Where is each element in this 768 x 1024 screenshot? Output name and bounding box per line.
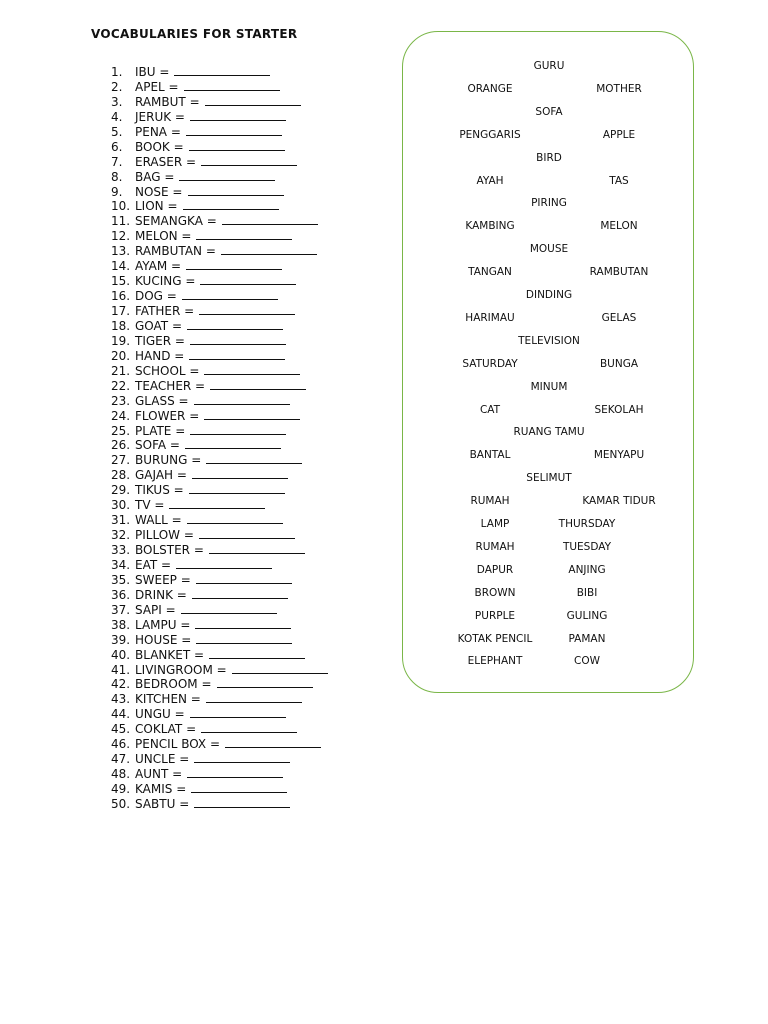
answer-blank[interactable] xyxy=(194,394,290,405)
vocab-number: 33. xyxy=(111,543,131,557)
vocab-item xyxy=(111,95,328,110)
word-bank-word: ANJING xyxy=(568,563,606,576)
answer-blank[interactable] xyxy=(192,468,288,479)
vocab-number: 11. xyxy=(111,214,131,229)
word-bank-word: MINUM xyxy=(530,380,568,393)
vocab-number: 49. xyxy=(111,782,131,796)
vocab-number: 32. xyxy=(111,528,131,543)
answer-blank[interactable] xyxy=(179,170,275,181)
vocab-word: TEACHER = xyxy=(135,378,206,393)
vocab-number: 17. xyxy=(111,304,131,318)
vocab-item xyxy=(111,633,328,648)
vocab-number: 47. xyxy=(111,752,131,767)
vocab-number: 10. xyxy=(111,199,131,214)
word-bank-word: KAMAR TIDUR xyxy=(582,495,656,508)
vocab-word: BLANKET = xyxy=(135,647,205,662)
answer-blank[interactable] xyxy=(184,80,280,91)
vocab-word: SCHOOL = xyxy=(135,363,200,378)
word-bank-word: DAPUR xyxy=(476,563,514,576)
vocab-number: 36. xyxy=(111,587,131,602)
vocab-number: 26. xyxy=(111,438,131,453)
vocab-number: 38. xyxy=(111,617,131,632)
vocab-word: LAMPU = xyxy=(135,617,191,632)
vocab-number: 34. xyxy=(111,557,131,572)
vocab-number: 22. xyxy=(111,378,131,393)
vocab-word: MELON = xyxy=(135,229,192,244)
vocab-number: 6. xyxy=(111,139,123,154)
word-bank-word: RUMAH xyxy=(470,495,510,508)
vocab-number: 1. xyxy=(111,65,123,79)
answer-blank[interactable] xyxy=(195,618,291,629)
answer-blank[interactable] xyxy=(190,424,286,435)
answer-blank[interactable] xyxy=(169,498,265,509)
word-bank-word: SEKOLAH xyxy=(594,403,644,416)
vocab-item xyxy=(111,722,328,737)
vocab-number: 15. xyxy=(111,274,131,289)
vocab-word: PENA = xyxy=(135,124,181,139)
vocab-item xyxy=(111,528,328,543)
answer-blank[interactable] xyxy=(201,155,297,166)
word-bank-word: TELEVISION xyxy=(518,334,580,347)
vocab-item xyxy=(111,438,328,453)
vocab-word: SEMANGKA = xyxy=(135,214,217,229)
word-bank-word: RUANG TAMU xyxy=(513,426,585,439)
word-bank-word: KOTAK PENCIL xyxy=(457,632,533,645)
word-bank-box xyxy=(402,31,694,693)
vocab-word: IBU = xyxy=(135,65,170,79)
answer-blank[interactable] xyxy=(209,648,305,659)
answer-blank[interactable] xyxy=(189,483,285,494)
vocab-word: RAMBUTAN = xyxy=(135,244,216,259)
vocab-word: HOUSE = xyxy=(135,632,192,647)
vocab-item xyxy=(111,110,328,125)
vocab-number: 5. xyxy=(111,124,123,139)
answer-blank[interactable] xyxy=(187,513,283,524)
vocab-word: WALL = xyxy=(135,513,182,528)
vocab-item xyxy=(111,692,328,707)
word-bank-word: AYAH xyxy=(476,174,504,187)
word-bank-word: MENYAPU xyxy=(593,449,645,462)
vocab-item xyxy=(111,199,328,214)
vocab-number: 41. xyxy=(111,662,131,677)
vocab-number: 44. xyxy=(111,707,131,722)
vocab-number: 30. xyxy=(111,498,131,513)
word-bank-word: APPLE xyxy=(602,128,636,141)
vocab-word: JERUK = xyxy=(135,109,185,124)
vocab-word: UNGU = xyxy=(135,707,185,722)
word-bank-word: MOTHER xyxy=(596,82,642,95)
answer-blank[interactable] xyxy=(204,409,300,420)
answer-blank[interactable] xyxy=(221,244,317,255)
vocab-number: 20. xyxy=(111,348,131,363)
word-bank-word: GULING xyxy=(566,609,608,622)
vocab-word: PENCIL BOX = xyxy=(135,737,221,752)
vocab-number: 31. xyxy=(111,513,131,528)
vocab-item xyxy=(111,65,328,80)
answer-blank[interactable] xyxy=(186,259,282,270)
answer-blank[interactable] xyxy=(206,692,302,703)
vocab-item xyxy=(111,364,328,379)
answer-blank[interactable] xyxy=(204,364,300,375)
vocab-number: 46. xyxy=(111,737,131,752)
vocab-number: 42. xyxy=(111,677,131,692)
answer-blank[interactable] xyxy=(181,603,277,614)
word-bank-word: HARIMAU xyxy=(465,311,515,324)
vocab-item xyxy=(111,498,328,513)
answer-blank[interactable] xyxy=(186,125,282,136)
vocab-word: AYAM = xyxy=(135,259,182,274)
answer-blank[interactable] xyxy=(194,752,290,763)
vocab-word: NOSE = xyxy=(135,184,183,199)
answer-blank[interactable] xyxy=(190,110,286,121)
vocab-item xyxy=(111,588,328,603)
word-bank-word: SELIMUT xyxy=(526,472,572,485)
word-bank-word: ORANGE xyxy=(467,82,513,95)
vocab-item xyxy=(111,319,328,334)
answer-blank[interactable] xyxy=(210,379,306,390)
answer-blank[interactable] xyxy=(194,797,290,808)
word-bank-word: PIRING xyxy=(531,197,567,210)
vocab-word: AUNT = xyxy=(135,767,183,782)
answer-blank[interactable] xyxy=(209,543,305,554)
word-bank-word: ELEPHANT xyxy=(467,655,523,668)
word-bank-word: SATURDAY xyxy=(462,357,518,370)
answer-blank[interactable] xyxy=(199,528,295,539)
vocab-number: 13. xyxy=(111,244,131,259)
vocab-number: 43. xyxy=(111,692,131,707)
word-bank-word: BIBI xyxy=(576,586,598,599)
vocab-item xyxy=(111,155,328,170)
vocab-word: KITCHEN = xyxy=(135,692,201,707)
word-bank-word: RAMBUTAN xyxy=(589,266,649,279)
vocab-number: 27. xyxy=(111,453,131,468)
vocab-word: BOLSTER = xyxy=(135,543,204,557)
word-bank-word: MOUSE xyxy=(529,243,569,256)
vocab-number: 8. xyxy=(111,169,123,184)
vocab-word: KUCING = xyxy=(135,274,196,289)
vocab-number: 16. xyxy=(111,289,131,304)
word-bank-word: BROWN xyxy=(474,586,516,599)
word-bank-word: BANTAL xyxy=(469,449,511,462)
vocab-word: DRINK = xyxy=(135,587,187,602)
vocab-item xyxy=(111,513,328,528)
answer-blank[interactable] xyxy=(182,289,278,300)
answer-blank[interactable] xyxy=(222,214,318,225)
answer-blank[interactable] xyxy=(190,334,286,345)
vocab-word: GOAT = xyxy=(135,318,183,333)
vocab-number: 39. xyxy=(111,632,131,647)
vocab-number: 4. xyxy=(111,109,123,124)
answer-blank[interactable] xyxy=(196,229,292,240)
answer-blank[interactable] xyxy=(189,349,285,360)
vocab-word: LIVINGROOM = xyxy=(135,662,227,677)
vocab-number: 35. xyxy=(111,572,131,587)
word-bank-word: LAMP xyxy=(480,518,510,530)
answer-blank[interactable] xyxy=(199,304,295,315)
word-bank-word: THURSDAY xyxy=(558,518,616,530)
word-bank-word: GELAS xyxy=(601,311,637,324)
vocab-item xyxy=(111,185,328,200)
vocab-item xyxy=(111,752,328,767)
vocab-word: TV = xyxy=(135,498,165,513)
answer-blank[interactable] xyxy=(190,707,286,718)
page-title: VOCABULARIES FOR STARTER xyxy=(91,27,298,41)
word-bank-word: PURPLE xyxy=(474,609,516,622)
vocab-word: HAND = xyxy=(135,348,185,363)
vocab-item xyxy=(111,170,328,185)
vocab-word: BOOK = xyxy=(135,139,184,154)
answer-blank[interactable] xyxy=(206,453,302,464)
vocab-number: 9. xyxy=(111,184,123,199)
vocab-word: BAG = xyxy=(135,169,175,184)
vocab-word: PILLOW = xyxy=(135,528,194,543)
answer-blank[interactable] xyxy=(196,633,292,644)
vocab-number: 23. xyxy=(111,393,131,408)
answer-blank[interactable] xyxy=(185,438,281,449)
vocab-number: 37. xyxy=(111,602,131,617)
vocab-number: 40. xyxy=(111,647,131,662)
answer-blank[interactable] xyxy=(192,588,288,599)
word-bank-word: RUMAH xyxy=(475,540,515,553)
vocab-word: GAJAH = xyxy=(135,468,187,483)
vocab-item xyxy=(111,289,328,304)
vocab-number: 14. xyxy=(111,259,131,274)
vocab-number: 25. xyxy=(111,423,131,438)
vocab-item xyxy=(111,558,328,573)
vocab-number: 48. xyxy=(111,767,131,782)
vocab-number: 7. xyxy=(111,154,123,169)
vocab-word: SABTU = xyxy=(135,796,190,811)
word-bank-word: TUESDAY xyxy=(562,540,612,553)
word-bank-word: CAT xyxy=(479,403,501,416)
vocab-word: GLASS = xyxy=(135,393,189,408)
word-bank-word: KAMBING xyxy=(465,220,515,233)
vocab-item xyxy=(111,797,328,812)
answer-blank[interactable] xyxy=(196,573,292,584)
vocab-item xyxy=(111,259,328,274)
vocab-word: FATHER = xyxy=(135,304,195,318)
vocab-item xyxy=(111,349,328,364)
word-bank-word: MELON xyxy=(600,220,638,233)
answer-blank[interactable] xyxy=(174,65,270,76)
word-bank-word: BUNGA xyxy=(599,357,639,370)
vocab-word: APEL = xyxy=(135,79,179,94)
answer-blank[interactable] xyxy=(217,677,313,688)
word-bank-word: PENGGARIS xyxy=(459,128,521,141)
word-bank-word: PAMAN xyxy=(568,632,606,645)
vocab-number: 12. xyxy=(111,229,131,244)
word-bank-word: COW xyxy=(574,655,600,668)
answer-blank[interactable] xyxy=(205,95,301,106)
vocab-number: 50. xyxy=(111,796,131,811)
vocab-item xyxy=(111,214,328,229)
vocab-word: BURUNG = xyxy=(135,453,202,468)
answer-blank[interactable] xyxy=(232,663,328,674)
vocab-word: PLATE = xyxy=(135,423,186,438)
word-bank-word: BIRD xyxy=(536,151,562,164)
answer-blank[interactable] xyxy=(187,767,283,778)
vocab-number: 21. xyxy=(111,363,131,378)
word-bank-word: GURU xyxy=(533,60,565,72)
vocab-word: LION = xyxy=(135,199,178,214)
word-bank-word: TAS xyxy=(609,174,629,187)
answer-blank[interactable] xyxy=(183,199,279,210)
vocab-word: UNCLE = xyxy=(135,752,190,767)
vocab-word: EAT = xyxy=(135,557,172,572)
vocab-word: BEDROOM = xyxy=(135,677,212,692)
vocab-word: DOG = xyxy=(135,289,177,304)
vocab-item xyxy=(111,543,328,558)
vocab-word: TIKUS = xyxy=(135,483,184,498)
answer-blank[interactable] xyxy=(225,737,321,748)
vocab-item xyxy=(111,304,328,319)
answer-blank[interactable] xyxy=(176,558,272,569)
vocab-item xyxy=(111,125,328,140)
vocab-item xyxy=(111,468,328,483)
vocab-item xyxy=(111,274,328,289)
answer-blank[interactable] xyxy=(191,782,287,793)
vocab-number: 2. xyxy=(111,79,123,94)
vocab-item xyxy=(111,453,328,468)
vocab-word: SAPI = xyxy=(135,602,176,617)
vocab-number: 24. xyxy=(111,408,131,423)
vocab-item xyxy=(111,573,328,588)
vocab-item xyxy=(111,80,328,95)
word-bank-word: DINDING xyxy=(525,289,573,301)
vocab-item xyxy=(111,244,328,259)
vocabulary-list xyxy=(111,65,328,812)
vocab-item xyxy=(111,618,328,633)
answer-blank[interactable] xyxy=(200,274,296,285)
vocab-item xyxy=(111,140,328,155)
word-bank-word: SOFA xyxy=(535,105,563,118)
vocab-word: SOFA = xyxy=(135,438,180,453)
vocab-item xyxy=(111,229,328,244)
vocab-number: 45. xyxy=(111,722,131,737)
vocab-item xyxy=(111,737,328,752)
vocab-item xyxy=(111,409,328,424)
vocab-item xyxy=(111,394,328,409)
vocab-word: RAMBUT = xyxy=(135,94,200,109)
vocab-word: ERASER = xyxy=(135,154,197,169)
vocab-item xyxy=(111,707,328,722)
vocab-number: 19. xyxy=(111,333,131,348)
word-bank-word: TANGAN xyxy=(468,266,512,279)
vocab-number: 3. xyxy=(111,94,123,109)
answer-blank[interactable] xyxy=(189,140,285,151)
vocab-item xyxy=(111,603,328,618)
vocab-item xyxy=(111,424,328,439)
vocab-item xyxy=(111,648,328,663)
vocab-item xyxy=(111,677,328,692)
vocab-word: KAMIS = xyxy=(135,782,187,796)
vocab-number: 18. xyxy=(111,318,131,333)
vocab-item xyxy=(111,483,328,498)
vocab-item xyxy=(111,767,328,782)
vocab-item xyxy=(111,334,328,349)
answer-blank[interactable] xyxy=(201,722,297,733)
vocab-word: TIGER = xyxy=(135,333,185,348)
vocab-item xyxy=(111,782,328,797)
answer-blank[interactable] xyxy=(187,319,283,330)
vocab-item xyxy=(111,379,328,394)
vocab-number: 28. xyxy=(111,468,131,483)
vocab-number: 29. xyxy=(111,483,131,498)
vocab-word: SWEEP = xyxy=(135,572,191,587)
vocab-item xyxy=(111,663,328,678)
vocab-word: FLOWER = xyxy=(135,408,200,423)
answer-blank[interactable] xyxy=(188,185,284,196)
vocab-word: COKLAT = xyxy=(135,722,197,737)
